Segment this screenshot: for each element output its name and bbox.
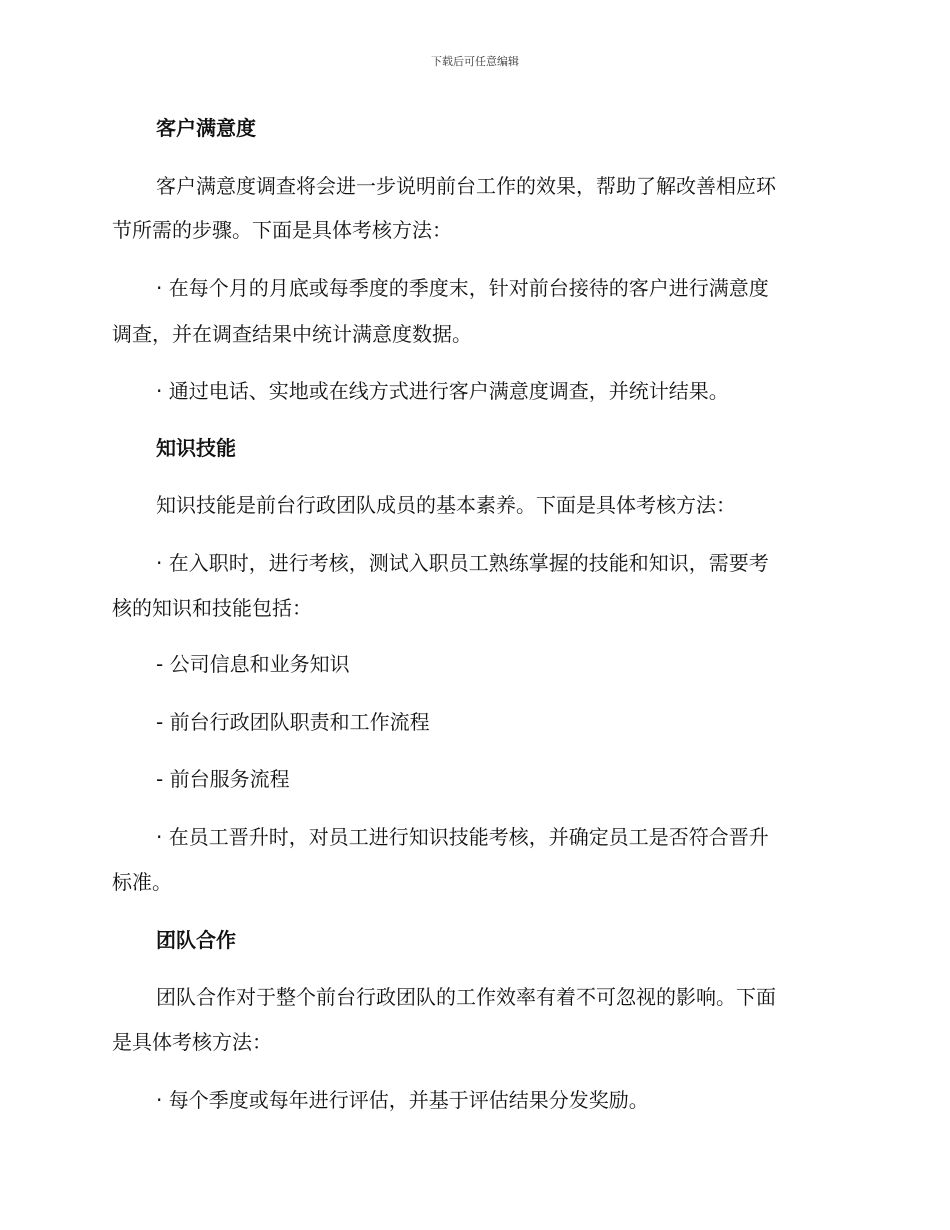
- bullet-line: 调查，并在调查结果中统计满意度数据。: [112, 322, 472, 346]
- bullet-line: 标准。: [112, 870, 172, 894]
- paragraph-line: 知识技能是前台行政团队成员的基本素养。下面是具体考核方法：: [156, 493, 736, 517]
- section-heading: 团队合作: [156, 928, 236, 952]
- dash-item: - 前台服务流程: [156, 767, 290, 791]
- bullet-line: 核的知识和技能包括：: [112, 596, 312, 620]
- dash-item: - 前台行政团队职责和工作流程: [156, 710, 430, 734]
- bullet-line: · 在员工晋升时，对员工进行知识技能考核，并确定员工是否符合晋升: [156, 825, 769, 849]
- section-heading: 知识技能: [156, 436, 236, 460]
- paragraph-line: 客户满意度调查将会进一步说明前台工作的效果，帮助了解改善相应环: [156, 174, 776, 198]
- bullet-line: · 每个季度或每年进行评估，并基于评估结果分发奖励。: [156, 1088, 649, 1112]
- paragraph-line: 是具体考核方法：: [112, 1030, 272, 1054]
- paragraph-line: 团队合作对于整个前台行政团队的工作效率有着不可忽视的影响。下面: [156, 985, 776, 1009]
- section-heading: 客户满意度: [156, 116, 256, 140]
- dash-item: - 公司信息和业务知识: [156, 652, 350, 676]
- paragraph-line: 节所需的步骤。下面是具体考核方法：: [112, 218, 452, 242]
- page-header: 下载后可任意编辑: [431, 55, 519, 68]
- bullet-line: · 在入职时，进行考核，测试入职员工熟练掌握的技能和知识，需要考: [156, 551, 769, 575]
- bullet-line: · 在每个月的月底或每季度的季度末，针对前台接待的客户进行满意度: [156, 276, 769, 300]
- bullet-line: · 通过电话、实地或在线方式进行客户满意度调查，并统计结果。: [156, 379, 729, 403]
